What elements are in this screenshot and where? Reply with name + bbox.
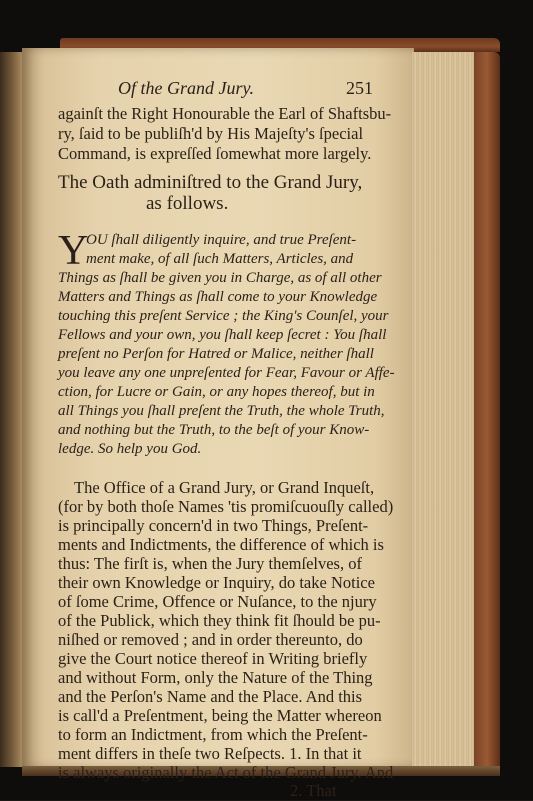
oath-line: OU ſhall diligently inquire, and true Preſent- bbox=[86, 232, 357, 248]
left-page-sliver bbox=[0, 52, 22, 767]
oath-line: Things as ſhall be given you in Charge, as of all other bbox=[58, 270, 382, 286]
oath-line: preſent no Perſon for Hatred or Malice, neither ſhall bbox=[58, 346, 374, 362]
body-line: of ſome Crime, Offence or Nuſance, to the njury bbox=[58, 592, 377, 611]
book-cover-right bbox=[474, 52, 500, 772]
oath-line: ment make, of all ſuch Matters, Articles, and bbox=[86, 251, 354, 267]
body-line: of the Publick, which they think fit ſhould be pu- bbox=[58, 611, 381, 630]
oath-line: Fellows and your own, you ſhall keep ſecret : You ſhall bbox=[58, 327, 387, 343]
oath-line: Matters and Things as ſhall come to your Knowledge bbox=[58, 289, 378, 305]
body-line: is principally concern'd in two Things, Preſent- bbox=[58, 516, 369, 535]
body-line: The Office of a Grand Jury, or Grand Inqueſt, bbox=[74, 478, 375, 497]
body-line: ment differs in theſe two Reſpects. 1. In that it bbox=[58, 744, 362, 763]
page-edges bbox=[412, 52, 476, 767]
body-line: is always originally the Act of the Grand Jury. And bbox=[58, 763, 394, 782]
intro-line: Command, is expreſſed ſomewhat more largely. bbox=[58, 144, 372, 163]
intro-line: ry, ſaid to be publiſh'd by His Majeſty's ſpecial bbox=[58, 124, 364, 143]
running-title: Of the Grand Jury. bbox=[118, 78, 254, 98]
oath-line: ledge. So help you God. bbox=[58, 441, 202, 457]
oath-line: and nothing but the Truth, to the beſt of your Know- bbox=[58, 422, 370, 438]
body-line: and without Form, only the Nature of the Thing bbox=[58, 668, 373, 687]
body-line: (for by both thoſe Names 'tis promiſcuouſly called) bbox=[58, 497, 394, 516]
catchword: 2. That bbox=[290, 781, 337, 800]
body-line: give the Court notice thereof in Writing briefly bbox=[58, 649, 368, 668]
oath-line: ction, for Lucre or Gain, or any hopes thereof, but in bbox=[58, 384, 375, 400]
body-line: is call'd a Preſentment, being the Matter whereon bbox=[58, 706, 382, 725]
oath-heading-line1: The Oath adminiſtred to the Grand Jury, bbox=[58, 172, 363, 193]
oath-line: all Things you ſhall preſent the Truth, the whole Truth, bbox=[58, 403, 385, 419]
body-line: their own Knowledge or Inquiry, do take Notice bbox=[58, 573, 375, 592]
oath-heading-line2: as follows. bbox=[146, 193, 229, 214]
body-line: niſhed or removed ; and in order thereunto, do bbox=[58, 630, 363, 649]
oath-line: you leave any one unpreſented for Fear, Favour or Affe- bbox=[58, 365, 395, 381]
page-number: 251 bbox=[346, 78, 373, 98]
intro-line: againſt the Right Honourable the Earl of Shaftsbu- bbox=[58, 104, 392, 123]
body-line: and the Perſon's Name and the Place. And this bbox=[58, 687, 363, 706]
oath-dropcap: Y bbox=[58, 228, 89, 274]
oath-line: touching this preſent Service ; the King's Counſel, your bbox=[58, 308, 389, 324]
body-line: ments and Indictments, the difference of which is bbox=[58, 535, 384, 554]
body-line: to form an Indictment, from which the Preſent- bbox=[58, 725, 368, 744]
body-line: thus: The firſt is, when the Jury themſelves, of bbox=[58, 554, 362, 573]
